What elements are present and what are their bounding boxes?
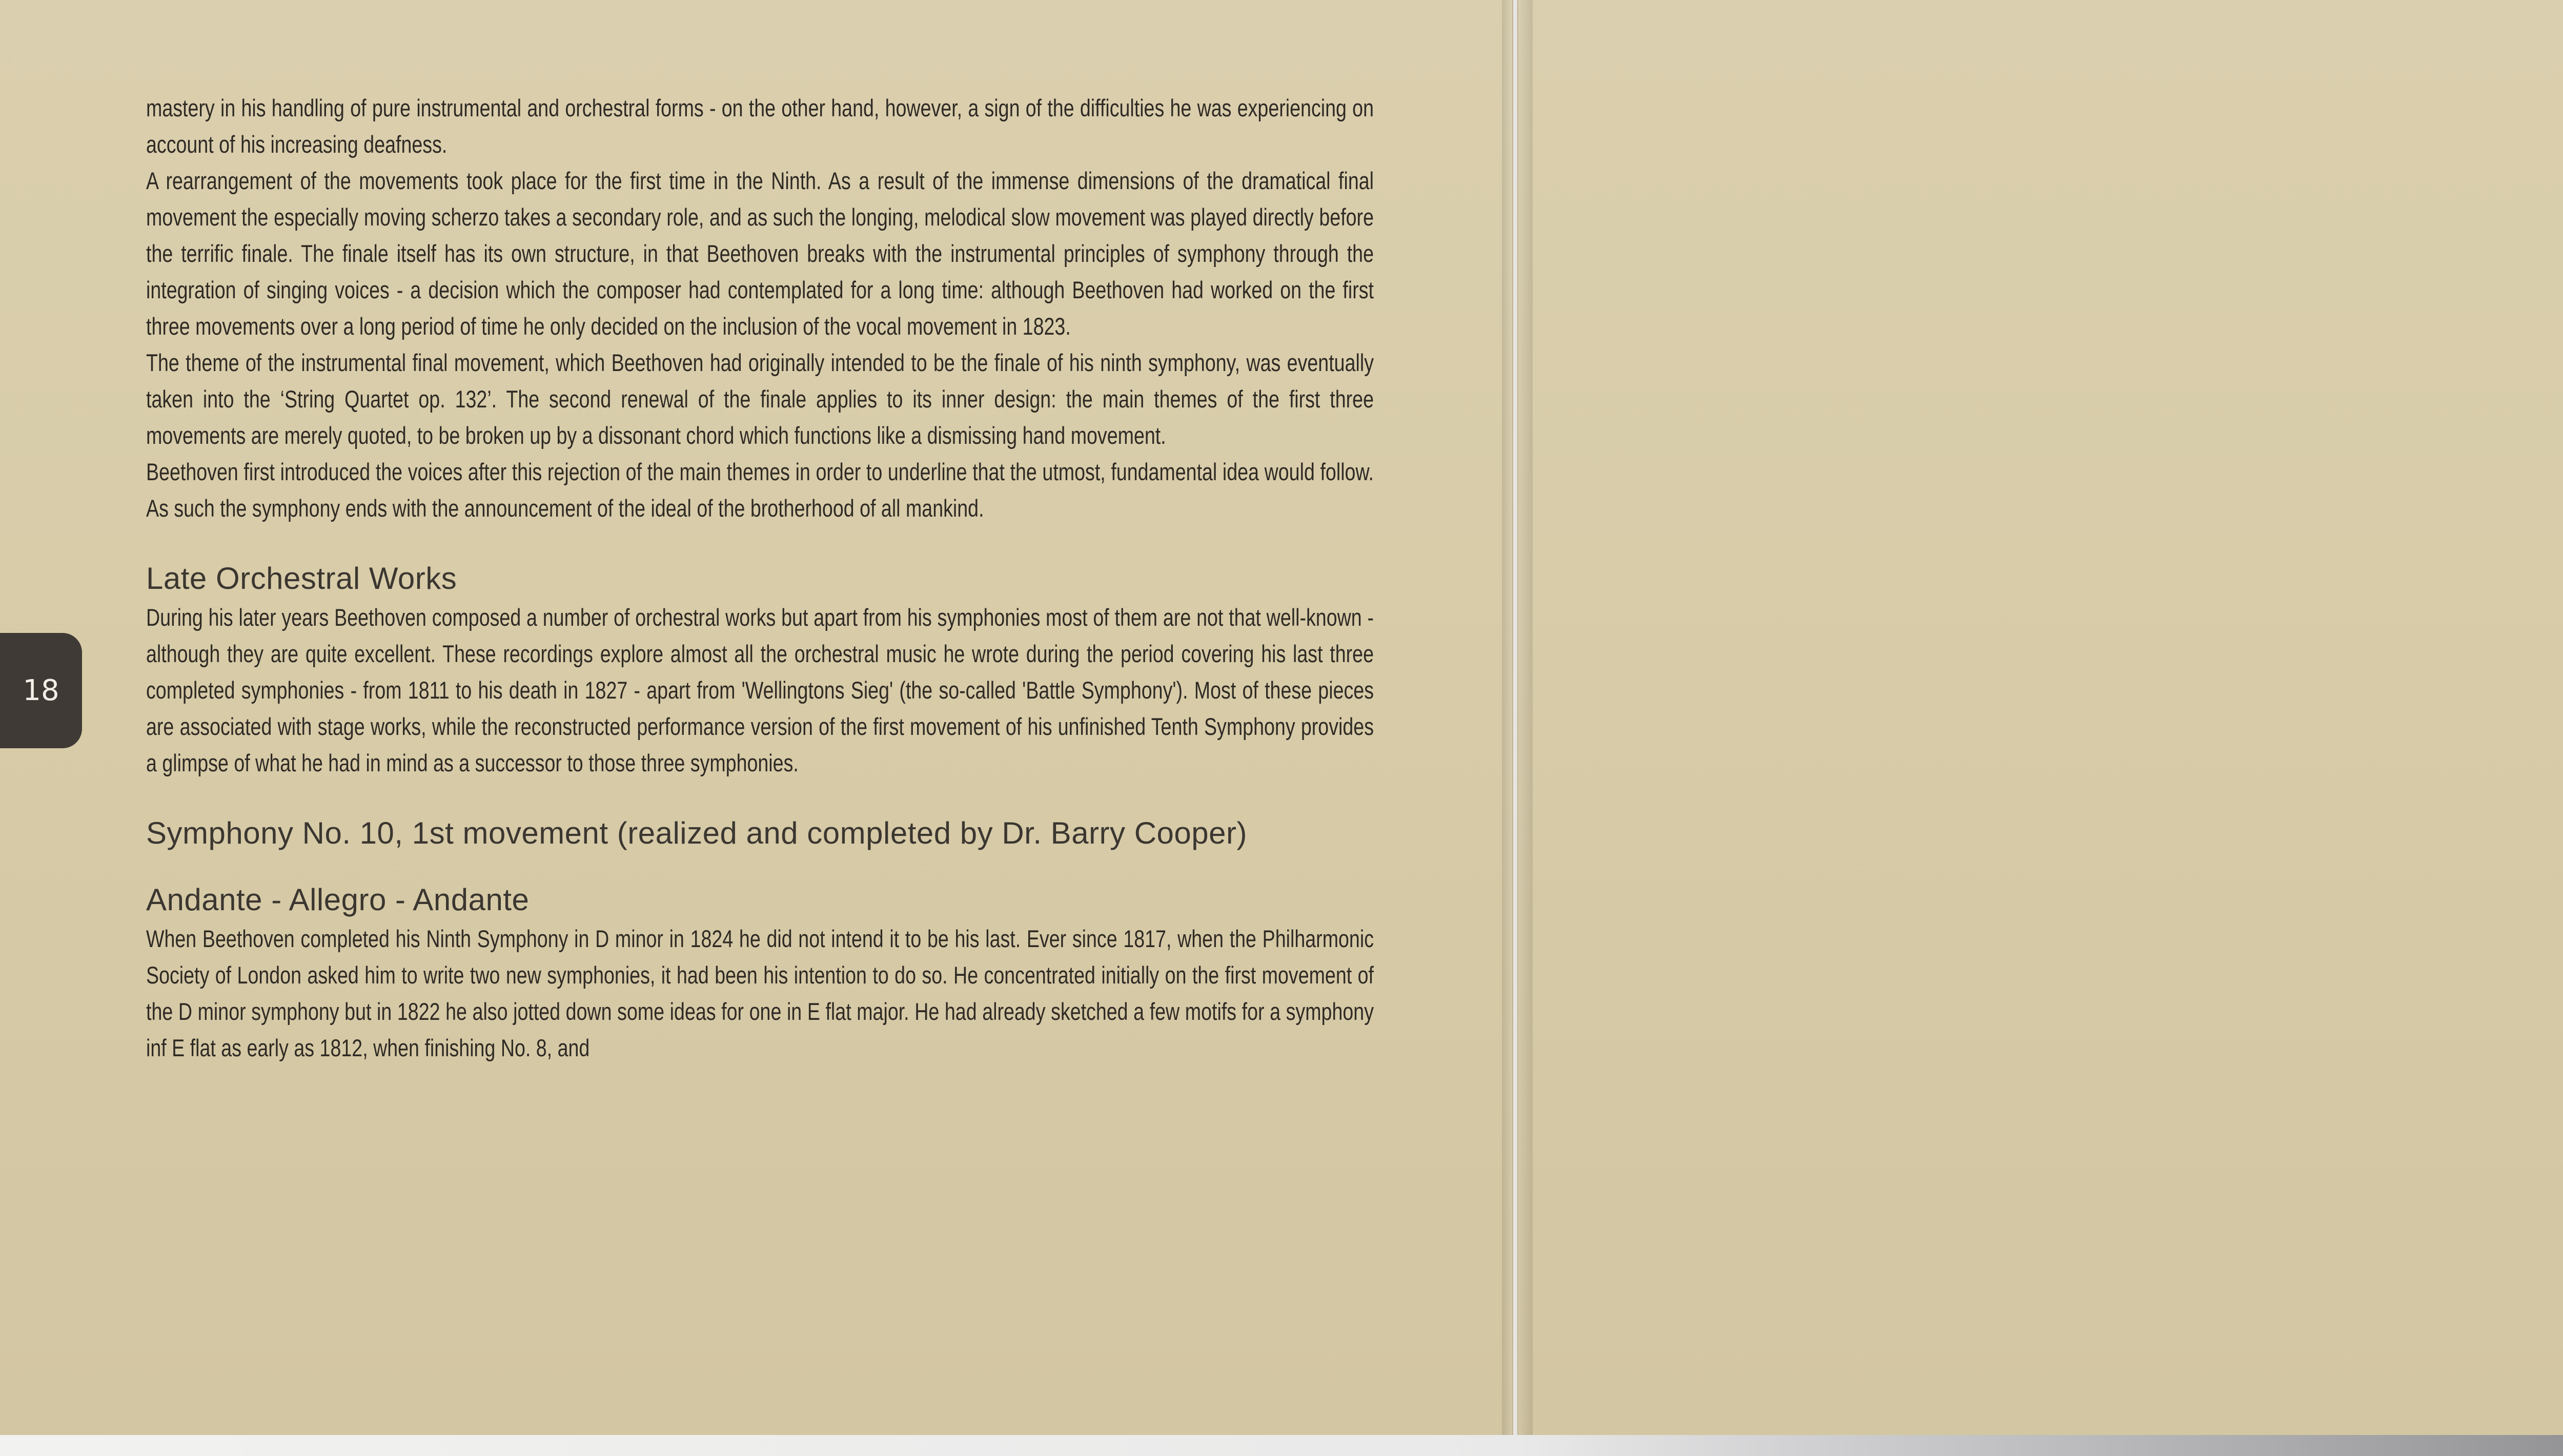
paragraph-movement-rearrangement: A rearrangement of the movements took place for the first time in the Ninth. As a result of the immense dimensions of the dramatical final movement the especially moving scherzo takes a secondary role, and as such the longing, melodical slow movement was played directly before the terrific finale. The finale itself has its own structure, in that Beethoven breaks with the instrumental principles of symphony through the integration of singing voices - a decision which the composer had contemplated for a long time: although Beethoven had worked on the first three movements over a long period of time he only decided on the inclusion of the vocal movement in 1823. — [146, 167, 1374, 340]
paragraph-voices-introduced: Beethoven first introduced the voices after this rejection of the main themes in order to underline that the utmost, fundamental idea would follow. As such the symphony ends with the announcement of the ideal of the brotherhood of all mankind. — [146, 458, 1374, 522]
paragraph-final-movement-theme: The theme of the instrumental final movement, which Beethoven had originally intended to be the finale of his ninth symphony, was eventually taken into the ‘String Quartet op. 132’. The second renewal of the finale applies to its inner design: the main themes of the first three movements are merely quoted, to be broken up by a dissonant chord which functions like a dismissing hand movement. — [146, 349, 1374, 449]
page-number-tab-left — [0, 633, 82, 748]
work-heading-symphony-10: Symphony No. 10, 1st movement (realized and completed by Dr. Barry Cooper) — [146, 816, 1247, 850]
tempo-heading: Andante - Allegro - Andante — [146, 883, 530, 917]
paragraph-deafness: mastery in his handling of pure instrumental and orchestral forms - on the other hand, however, a sign of the difficulties he was experiencing on account of his increasing deafness. — [146, 94, 1374, 158]
right-page — [1517, 0, 2563, 1435]
page-number-left: 18 — [23, 674, 59, 707]
paragraph-ninth-symphony-completion: When Beethoven completed his Ninth Symphony in D minor in 1824 he did not intend it to be his last. Ever since 1817, when the Philharmonic Society of London asked him to write two new symphonies, it had been his intention to do so. He concentrated initially on the first movement of the D minor symphony but in 1822 he also jotted down some ideas for one in E flat major. He had already sketched a few motifs for a symphony inf E flat as early as 1812, when finishing No. 8, and — [146, 925, 1374, 1061]
book-gutter — [1502, 0, 1533, 1435]
paragraph-late-orchestral-works: During his later years Beethoven composed a number of orchestral works but apart from his symphonies most of them are not that well-known - although they are quite excellent. These recordings explore almost all the orchestral music he wrote during the period covering his last three completed symphonies - from 1811 to his death in 1827 - apart from 'Wellingtons Sieg' (the so-called 'Battle Symphony'). Most of these pieces are associated with stage works, while the reconstructed performance version of the first movement of his unfinished Tenth Symphony provides a glimpse of what he had in mind as a successor to those three symphonies. — [146, 604, 1374, 776]
scan-background-strip — [0, 1435, 2563, 1456]
section-heading-late-orchestral-works: Late Orchestral Works — [146, 561, 457, 596]
left-column — [146, 90, 1374, 1066]
